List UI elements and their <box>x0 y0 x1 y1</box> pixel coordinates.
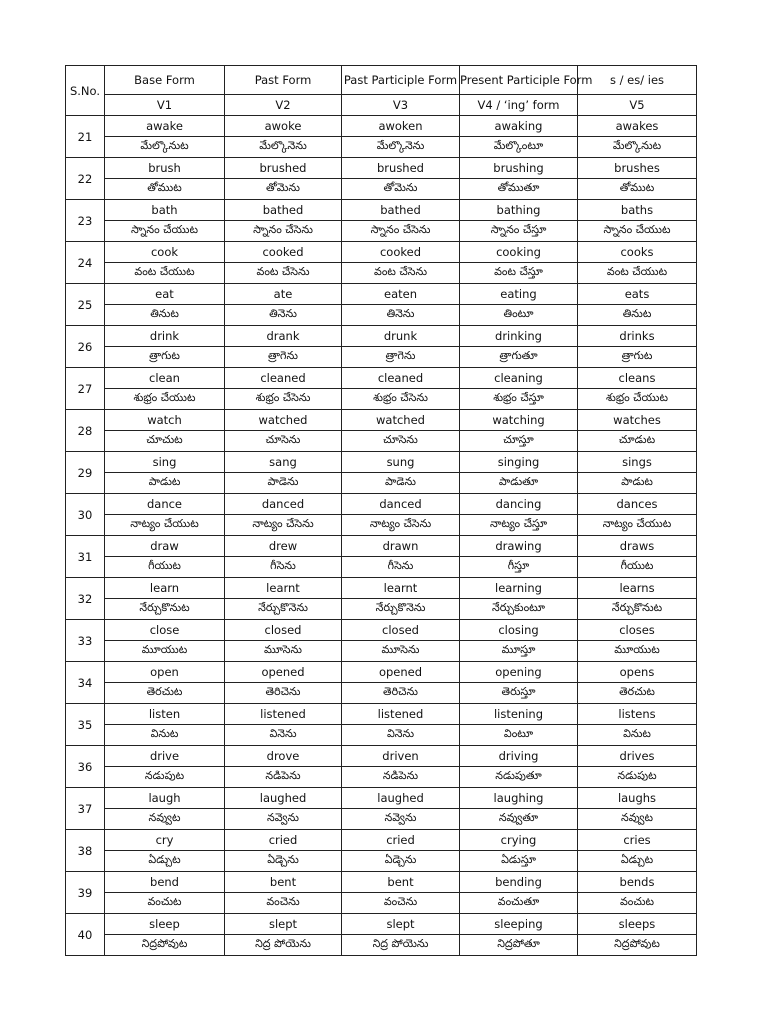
table-row-english <box>66 368 697 389</box>
english-verb-cell: bent <box>342 872 460 893</box>
table-row-english <box>66 746 697 767</box>
english-verb-cell: learnt <box>225 578 342 599</box>
telugu-verb-cell: ఏడ్చెను <box>342 851 460 872</box>
telugu-verb-cell: గీయుట <box>578 557 697 578</box>
v2-label: V2 <box>225 95 342 116</box>
telugu-verb-cell: శుభ్రం చేసెను <box>225 389 342 410</box>
english-verb-cell: opened <box>225 662 342 683</box>
telugu-verb-cell: నడిపెను <box>225 767 342 788</box>
english-verb-cell: opened <box>342 662 460 683</box>
english-verb-cell: cooks <box>578 242 697 263</box>
english-verb-cell: sang <box>225 452 342 473</box>
serial-number-cell: 30 <box>66 494 105 536</box>
table-row-english <box>66 662 697 683</box>
english-verb-cell: closed <box>342 620 460 641</box>
english-verb-cell: eaten <box>342 284 460 305</box>
v5-label: V5 <box>578 95 697 116</box>
english-verb-cell: brushed <box>225 158 342 179</box>
english-verb-cell: bending <box>460 872 578 893</box>
english-verb-cell: awaking <box>460 116 578 137</box>
english-verb-cell: cook <box>105 242 225 263</box>
serial-number-cell: 31 <box>66 536 105 578</box>
table-row-english <box>66 158 697 179</box>
serial-number-cell: 38 <box>66 830 105 872</box>
english-verb-cell: open <box>105 662 225 683</box>
table-row-telugu <box>66 431 697 452</box>
english-verb-cell: laughs <box>578 788 697 809</box>
english-verb-cell: dancing <box>460 494 578 515</box>
telugu-verb-cell: నడుపుట <box>105 767 225 788</box>
telugu-verb-cell: మేల్కొనుట <box>105 137 225 158</box>
serial-number-cell: 40 <box>66 914 105 956</box>
english-verb-cell: closing <box>460 620 578 641</box>
telugu-verb-cell: వినెను <box>225 725 342 746</box>
english-verb-cell: cries <box>578 830 697 851</box>
telugu-verb-cell: చూచుట <box>105 431 225 452</box>
english-verb-cell: drawing <box>460 536 578 557</box>
telugu-verb-cell: వంచెను <box>225 893 342 914</box>
table-row-telugu <box>66 767 697 788</box>
english-verb-cell: eating <box>460 284 578 305</box>
table-row-telugu <box>66 179 697 200</box>
telugu-verb-cell: తోముట <box>105 179 225 200</box>
table-row-telugu <box>66 557 697 578</box>
english-verb-cell: laugh <box>105 788 225 809</box>
table-row-telugu <box>66 641 697 662</box>
telugu-verb-cell: స్నానం చేస్తూ <box>460 221 578 242</box>
telugu-verb-cell: గీసెను <box>225 557 342 578</box>
english-verb-cell: watching <box>460 410 578 431</box>
table-row-english <box>66 494 697 515</box>
english-verb-cell: watched <box>225 410 342 431</box>
s-es-ies-header: s / es/ ies <box>578 66 697 95</box>
telugu-verb-cell: త్రాగుట <box>105 347 225 368</box>
table-row-telugu <box>66 515 697 536</box>
telugu-verb-cell: నవ్వెను <box>225 809 342 830</box>
english-verb-cell: sleep <box>105 914 225 935</box>
table-row-english <box>66 410 697 431</box>
serial-number-cell: 26 <box>66 326 105 368</box>
table-row-telugu <box>66 809 697 830</box>
english-verb-cell: listen <box>105 704 225 725</box>
english-verb-cell: ate <box>225 284 342 305</box>
table-row-english <box>66 578 697 599</box>
serial-number-cell: 32 <box>66 578 105 620</box>
english-verb-cell: listening <box>460 704 578 725</box>
telugu-verb-cell: తినుట <box>578 305 697 326</box>
english-verb-cell: awoken <box>342 116 460 137</box>
telugu-verb-cell: చూసెను <box>342 431 460 452</box>
table-row-english <box>66 116 697 137</box>
table-row-english <box>66 704 697 725</box>
form-label-row <box>66 95 697 116</box>
english-verb-cell: bent <box>225 872 342 893</box>
english-verb-cell: baths <box>578 200 697 221</box>
english-verb-cell: clean <box>105 368 225 389</box>
telugu-verb-cell: తోముతూ <box>460 179 578 200</box>
telugu-verb-cell: నిద్ర పోయెను <box>225 935 342 956</box>
telugu-verb-cell: నేర్చుకొనెను <box>342 599 460 620</box>
serial-number-cell: 21 <box>66 116 105 158</box>
english-verb-cell: learn <box>105 578 225 599</box>
telugu-verb-cell: గీసెను <box>342 557 460 578</box>
serial-number-cell: 23 <box>66 200 105 242</box>
serial-number-cell: 35 <box>66 704 105 746</box>
telugu-verb-cell: స్నానం చేయుట <box>105 221 225 242</box>
telugu-verb-cell: స్నానం చేసెను <box>225 221 342 242</box>
telugu-verb-cell: నేర్చుకొనుట <box>578 599 697 620</box>
telugu-verb-cell: వినుట <box>578 725 697 746</box>
table-row-telugu <box>66 851 697 872</box>
telugu-verb-cell: తెరిచెను <box>342 683 460 704</box>
telugu-verb-cell: వంట చేయుట <box>578 263 697 284</box>
telugu-verb-cell: ఏడ్చుట <box>105 851 225 872</box>
english-verb-cell: bends <box>578 872 697 893</box>
english-verb-cell: dance <box>105 494 225 515</box>
english-verb-cell: drew <box>225 536 342 557</box>
telugu-verb-cell: త్రాగెను <box>225 347 342 368</box>
english-verb-cell: laughed <box>342 788 460 809</box>
serial-number-cell: 27 <box>66 368 105 410</box>
english-verb-cell: draws <box>578 536 697 557</box>
table-row-telugu <box>66 305 697 326</box>
telugu-verb-cell: నిద్ర పోయెను <box>342 935 460 956</box>
telugu-verb-cell: నాట్యం చేస్తూ <box>460 515 578 536</box>
english-verb-cell: cooking <box>460 242 578 263</box>
english-verb-cell: eat <box>105 284 225 305</box>
telugu-verb-cell: తింటూ <box>460 305 578 326</box>
english-verb-cell: sleeping <box>460 914 578 935</box>
table-row-telugu <box>66 599 697 620</box>
english-verb-cell: driven <box>342 746 460 767</box>
telugu-verb-cell: పాడుట <box>578 473 697 494</box>
telugu-verb-cell: పాడుట <box>105 473 225 494</box>
serial-number-cell: 33 <box>66 620 105 662</box>
telugu-verb-cell: వంట చేసెను <box>225 263 342 284</box>
english-verb-cell: close <box>105 620 225 641</box>
table-row-english <box>66 830 697 851</box>
english-verb-cell: sings <box>578 452 697 473</box>
past-form-header: Past Form <box>225 66 342 95</box>
english-verb-cell: brushes <box>578 158 697 179</box>
english-verb-cell: slept <box>342 914 460 935</box>
telugu-verb-cell: వంచెను <box>342 893 460 914</box>
telugu-verb-cell: తోముట <box>578 179 697 200</box>
v1-label: V1 <box>105 95 225 116</box>
english-verb-cell: bathed <box>342 200 460 221</box>
serial-number-cell: 22 <box>66 158 105 200</box>
table-row-english <box>66 872 697 893</box>
table-row-english <box>66 536 697 557</box>
telugu-verb-cell: నడుపుట <box>578 767 697 788</box>
english-verb-cell: learning <box>460 578 578 599</box>
telugu-verb-cell: వినెను <box>342 725 460 746</box>
telugu-verb-cell: చూడుట <box>578 431 697 452</box>
english-verb-cell: eats <box>578 284 697 305</box>
table-row-english <box>66 620 697 641</box>
english-verb-cell: brush <box>105 158 225 179</box>
telugu-verb-cell: చూస్తూ <box>460 431 578 452</box>
telugu-verb-cell: తినెను <box>225 305 342 326</box>
telugu-verb-cell: గీయుట <box>105 557 225 578</box>
table-row-telugu <box>66 683 697 704</box>
english-verb-cell: listened <box>225 704 342 725</box>
telugu-verb-cell: తోమెను <box>225 179 342 200</box>
telugu-verb-cell: వంచుతూ <box>460 893 578 914</box>
serial-number-cell: 25 <box>66 284 105 326</box>
english-verb-cell: drinks <box>578 326 697 347</box>
english-verb-cell: drove <box>225 746 342 767</box>
table-row-telugu <box>66 347 697 368</box>
english-verb-cell: drive <box>105 746 225 767</box>
telugu-verb-cell: త్రాగుట <box>578 347 697 368</box>
serial-number-cell: 34 <box>66 662 105 704</box>
telugu-verb-cell: తెరుస్తూ <box>460 683 578 704</box>
table-row-english <box>66 200 697 221</box>
telugu-verb-cell: నేర్చుకొనుట <box>105 599 225 620</box>
telugu-verb-cell: వింటూ <box>460 725 578 746</box>
telugu-verb-cell: తెరిచెను <box>225 683 342 704</box>
english-verb-cell: drunk <box>342 326 460 347</box>
telugu-verb-cell: తోమెను <box>342 179 460 200</box>
telugu-verb-cell: నవ్వుట <box>105 809 225 830</box>
english-verb-cell: opening <box>460 662 578 683</box>
telugu-verb-cell: మేల్కొనుట <box>578 137 697 158</box>
serial-number-cell: 37 <box>66 788 105 830</box>
english-verb-cell: awake <box>105 116 225 137</box>
telugu-verb-cell: శుభ్రం చేయుట <box>105 389 225 410</box>
english-verb-cell: awakes <box>578 116 697 137</box>
present-participle-header: Present Participle Form <box>460 66 578 95</box>
english-verb-cell: draw <box>105 536 225 557</box>
telugu-verb-cell: నాట్యం చేసెను <box>225 515 342 536</box>
english-verb-cell: bathed <box>225 200 342 221</box>
telugu-verb-cell: తెరచుట <box>578 683 697 704</box>
telugu-verb-cell: ఏడుస్తూ <box>460 851 578 872</box>
english-verb-cell: cooked <box>225 242 342 263</box>
telugu-verb-cell: తినెను <box>342 305 460 326</box>
table-row-telugu <box>66 389 697 410</box>
english-verb-cell: sleeps <box>578 914 697 935</box>
telugu-verb-cell: మూస్తూ <box>460 641 578 662</box>
english-verb-cell: bend <box>105 872 225 893</box>
telugu-verb-cell: స్నానం చేయుట <box>578 221 697 242</box>
english-verb-cell: cried <box>342 830 460 851</box>
serial-number-cell: 29 <box>66 452 105 494</box>
table-row-telugu <box>66 893 697 914</box>
telugu-verb-cell: తినుట <box>105 305 225 326</box>
verb-forms-table <box>65 65 697 956</box>
telugu-verb-cell: నాట్యం చేయుట <box>105 515 225 536</box>
telugu-verb-cell: పాడుతూ <box>460 473 578 494</box>
table-header-row <box>66 66 697 95</box>
english-verb-cell: watch <box>105 410 225 431</box>
telugu-verb-cell: తెరచుట <box>105 683 225 704</box>
telugu-verb-cell: వంట చేసెను <box>342 263 460 284</box>
english-verb-cell: singing <box>460 452 578 473</box>
table-row-english <box>66 914 697 935</box>
table-row-telugu <box>66 263 697 284</box>
table-row-telugu <box>66 221 697 242</box>
telugu-verb-cell: పాడెను <box>342 473 460 494</box>
telugu-verb-cell: మూసెను <box>225 641 342 662</box>
telugu-verb-cell: శుభ్రం చేస్తూ <box>460 389 578 410</box>
english-verb-cell: driving <box>460 746 578 767</box>
english-verb-cell: sing <box>105 452 225 473</box>
english-verb-cell: listens <box>578 704 697 725</box>
telugu-verb-cell: వంట చేయుట <box>105 263 225 284</box>
table-row-english <box>66 326 697 347</box>
english-verb-cell: laughing <box>460 788 578 809</box>
english-verb-cell: opens <box>578 662 697 683</box>
telugu-verb-cell: నేర్చుకుంటూ <box>460 599 578 620</box>
english-verb-cell: drink <box>105 326 225 347</box>
telugu-verb-cell: నడిపెను <box>342 767 460 788</box>
telugu-verb-cell: స్నానం చేసెను <box>342 221 460 242</box>
telugu-verb-cell: మేల్కొనెను <box>342 137 460 158</box>
table-row-telugu <box>66 473 697 494</box>
telugu-verb-cell: మూయుట <box>105 641 225 662</box>
english-verb-cell: drank <box>225 326 342 347</box>
english-verb-cell: danced <box>342 494 460 515</box>
telugu-verb-cell: నాట్యం చేసెను <box>342 515 460 536</box>
telugu-verb-cell: నవ్వుట <box>578 809 697 830</box>
english-verb-cell: sung <box>342 452 460 473</box>
english-verb-cell: learns <box>578 578 697 599</box>
telugu-verb-cell: పాడెను <box>225 473 342 494</box>
english-verb-cell: cleaned <box>342 368 460 389</box>
english-verb-cell: listened <box>342 704 460 725</box>
table-row-english <box>66 788 697 809</box>
v4-label: V4 / ‘ing’ form <box>460 95 578 116</box>
table-row-telugu <box>66 935 697 956</box>
telugu-verb-cell: నిద్రపోతూ <box>460 935 578 956</box>
english-verb-cell: slept <box>225 914 342 935</box>
english-verb-cell: cleaned <box>225 368 342 389</box>
serial-number-cell: 36 <box>66 746 105 788</box>
english-verb-cell: learnt <box>342 578 460 599</box>
serial-number-cell: 24 <box>66 242 105 284</box>
table-row-telugu <box>66 725 697 746</box>
english-verb-cell: crying <box>460 830 578 851</box>
telugu-verb-cell: నేర్చుకొనెను <box>225 599 342 620</box>
telugu-verb-cell: ఏడ్చుట <box>578 851 697 872</box>
serial-number-cell: 39 <box>66 872 105 914</box>
english-verb-cell: bath <box>105 200 225 221</box>
telugu-verb-cell: చూసెను <box>225 431 342 452</box>
english-verb-cell: dances <box>578 494 697 515</box>
table-row-english <box>66 242 697 263</box>
telugu-verb-cell: త్రాగెను <box>342 347 460 368</box>
english-verb-cell: drives <box>578 746 697 767</box>
telugu-verb-cell: నిద్రపోవుట <box>105 935 225 956</box>
english-verb-cell: watched <box>342 410 460 431</box>
table-row-english <box>66 452 697 473</box>
english-verb-cell: drinking <box>460 326 578 347</box>
english-verb-cell: cleans <box>578 368 697 389</box>
english-verb-cell: closed <box>225 620 342 641</box>
english-verb-cell: cried <box>225 830 342 851</box>
english-verb-cell: cry <box>105 830 225 851</box>
telugu-verb-cell: ఏడ్చెను <box>225 851 342 872</box>
serial-number-cell: 28 <box>66 410 105 452</box>
base-form-header: Base Form <box>105 66 225 95</box>
english-verb-cell: awoke <box>225 116 342 137</box>
telugu-verb-cell: గీస్తూ <box>460 557 578 578</box>
english-verb-cell: watches <box>578 410 697 431</box>
telugu-verb-cell: వంచుట <box>105 893 225 914</box>
telugu-verb-cell: నవ్వెను <box>342 809 460 830</box>
telugu-verb-cell: వినుట <box>105 725 225 746</box>
telugu-verb-cell: మేల్కొంటూ <box>460 137 578 158</box>
telugu-verb-cell: మూయుట <box>578 641 697 662</box>
v3-label: V3 <box>342 95 460 116</box>
english-verb-cell: danced <box>225 494 342 515</box>
english-verb-cell: brushing <box>460 158 578 179</box>
telugu-verb-cell: నాట్యం చేయుట <box>578 515 697 536</box>
telugu-verb-cell: నిద్రపోవుట <box>578 935 697 956</box>
english-verb-cell: bathing <box>460 200 578 221</box>
telugu-verb-cell: నడుపుతూ <box>460 767 578 788</box>
past-participle-header: Past Participle Form <box>342 66 460 95</box>
english-verb-cell: laughed <box>225 788 342 809</box>
english-verb-cell: drawn <box>342 536 460 557</box>
telugu-verb-cell: మూసెను <box>342 641 460 662</box>
telugu-verb-cell: వంట చేస్తూ <box>460 263 578 284</box>
telugu-verb-cell: మేల్కొనెను <box>225 137 342 158</box>
english-verb-cell: closes <box>578 620 697 641</box>
table-row-english <box>66 284 697 305</box>
telugu-verb-cell: త్రాగుతూ <box>460 347 578 368</box>
telugu-verb-cell: శుభ్రం చేసెను <box>342 389 460 410</box>
table-row-telugu <box>66 137 697 158</box>
sno-header: S.No. <box>66 66 105 116</box>
telugu-verb-cell: వంచుట <box>578 893 697 914</box>
english-verb-cell: cleaning <box>460 368 578 389</box>
english-verb-cell: brushed <box>342 158 460 179</box>
telugu-verb-cell: నవ్వుతూ <box>460 809 578 830</box>
english-verb-cell: cooked <box>342 242 460 263</box>
table-body <box>66 116 697 956</box>
telugu-verb-cell: శుభ్రం చేయుట <box>578 389 697 410</box>
